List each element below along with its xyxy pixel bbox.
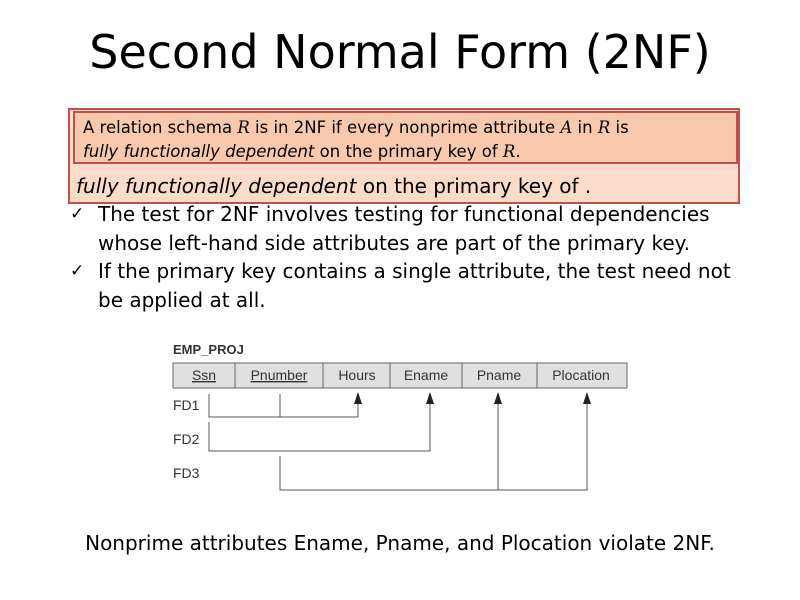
figure-caption: Nonprime attributes Ename, Pname, and Plocation violate 2NF. [85, 531, 715, 555]
definition-text: on the primary key of [314, 142, 503, 161]
relation-symbol: R [237, 118, 250, 137]
bullet-text: The test for 2NF involves testing for functional dependencies whose left-hand side attributes are part of the primary key. [98, 202, 710, 255]
attribute-symbol: A [560, 118, 573, 137]
definition-callout [73, 111, 738, 164]
fd-label-2: FD2 [173, 431, 200, 447]
attribute-hours: Hours [338, 367, 376, 383]
arrowhead-hours [354, 392, 362, 404]
bullet-item [68, 200, 748, 257]
definition-emphasis: fully functionally dependent [76, 174, 357, 198]
check-icon: ✓ [70, 204, 85, 224]
attribute-pname: Pname [476, 367, 522, 383]
fd3-lines [280, 398, 587, 490]
definition-text: is [610, 118, 629, 137]
definition-text: on the primary key of . [356, 174, 592, 198]
fd-arrowheads [354, 392, 591, 404]
bullet-text: If the primary key contains a single attribute, the test need not be applied at all. [98, 259, 731, 312]
bullet-item [68, 257, 748, 314]
definition-emphasis: fully functionally dependent [83, 142, 315, 161]
fd-label-3: FD3 [173, 465, 200, 481]
definition-text: in [572, 118, 598, 137]
relation-symbol: R [502, 142, 516, 161]
relation-symbol: R [597, 118, 611, 137]
check-icon: ✓ [70, 261, 85, 281]
relation-name: EMP_PROJ [173, 342, 244, 357]
arrowhead-pname [494, 392, 502, 404]
fd1-lines [209, 394, 358, 417]
fd2-lines [209, 398, 430, 451]
definition-line-2 [83, 140, 736, 164]
attribute-plocation: Plocation [552, 367, 610, 383]
definition-text: . [515, 142, 521, 161]
attribute-pnumber: Pnumber [250, 367, 308, 383]
fd-label-1: FD1 [173, 397, 200, 413]
attribute-ssn: Ssn [191, 367, 217, 383]
definition-line-1 [83, 116, 736, 140]
slide-title: Second Normal Form (2NF) [89, 25, 711, 79]
definition-text: A relation schema [83, 118, 238, 137]
emp-proj-figure [165, 338, 635, 508]
definition-text: is in 2NF if every nonprime attribute [249, 118, 561, 137]
definition-overflow-text [76, 171, 591, 201]
arrowhead-ename [426, 392, 434, 404]
arrowhead-plocation [583, 392, 591, 404]
attribute-ename: Ename [403, 367, 449, 383]
bullet-list [68, 200, 748, 314]
